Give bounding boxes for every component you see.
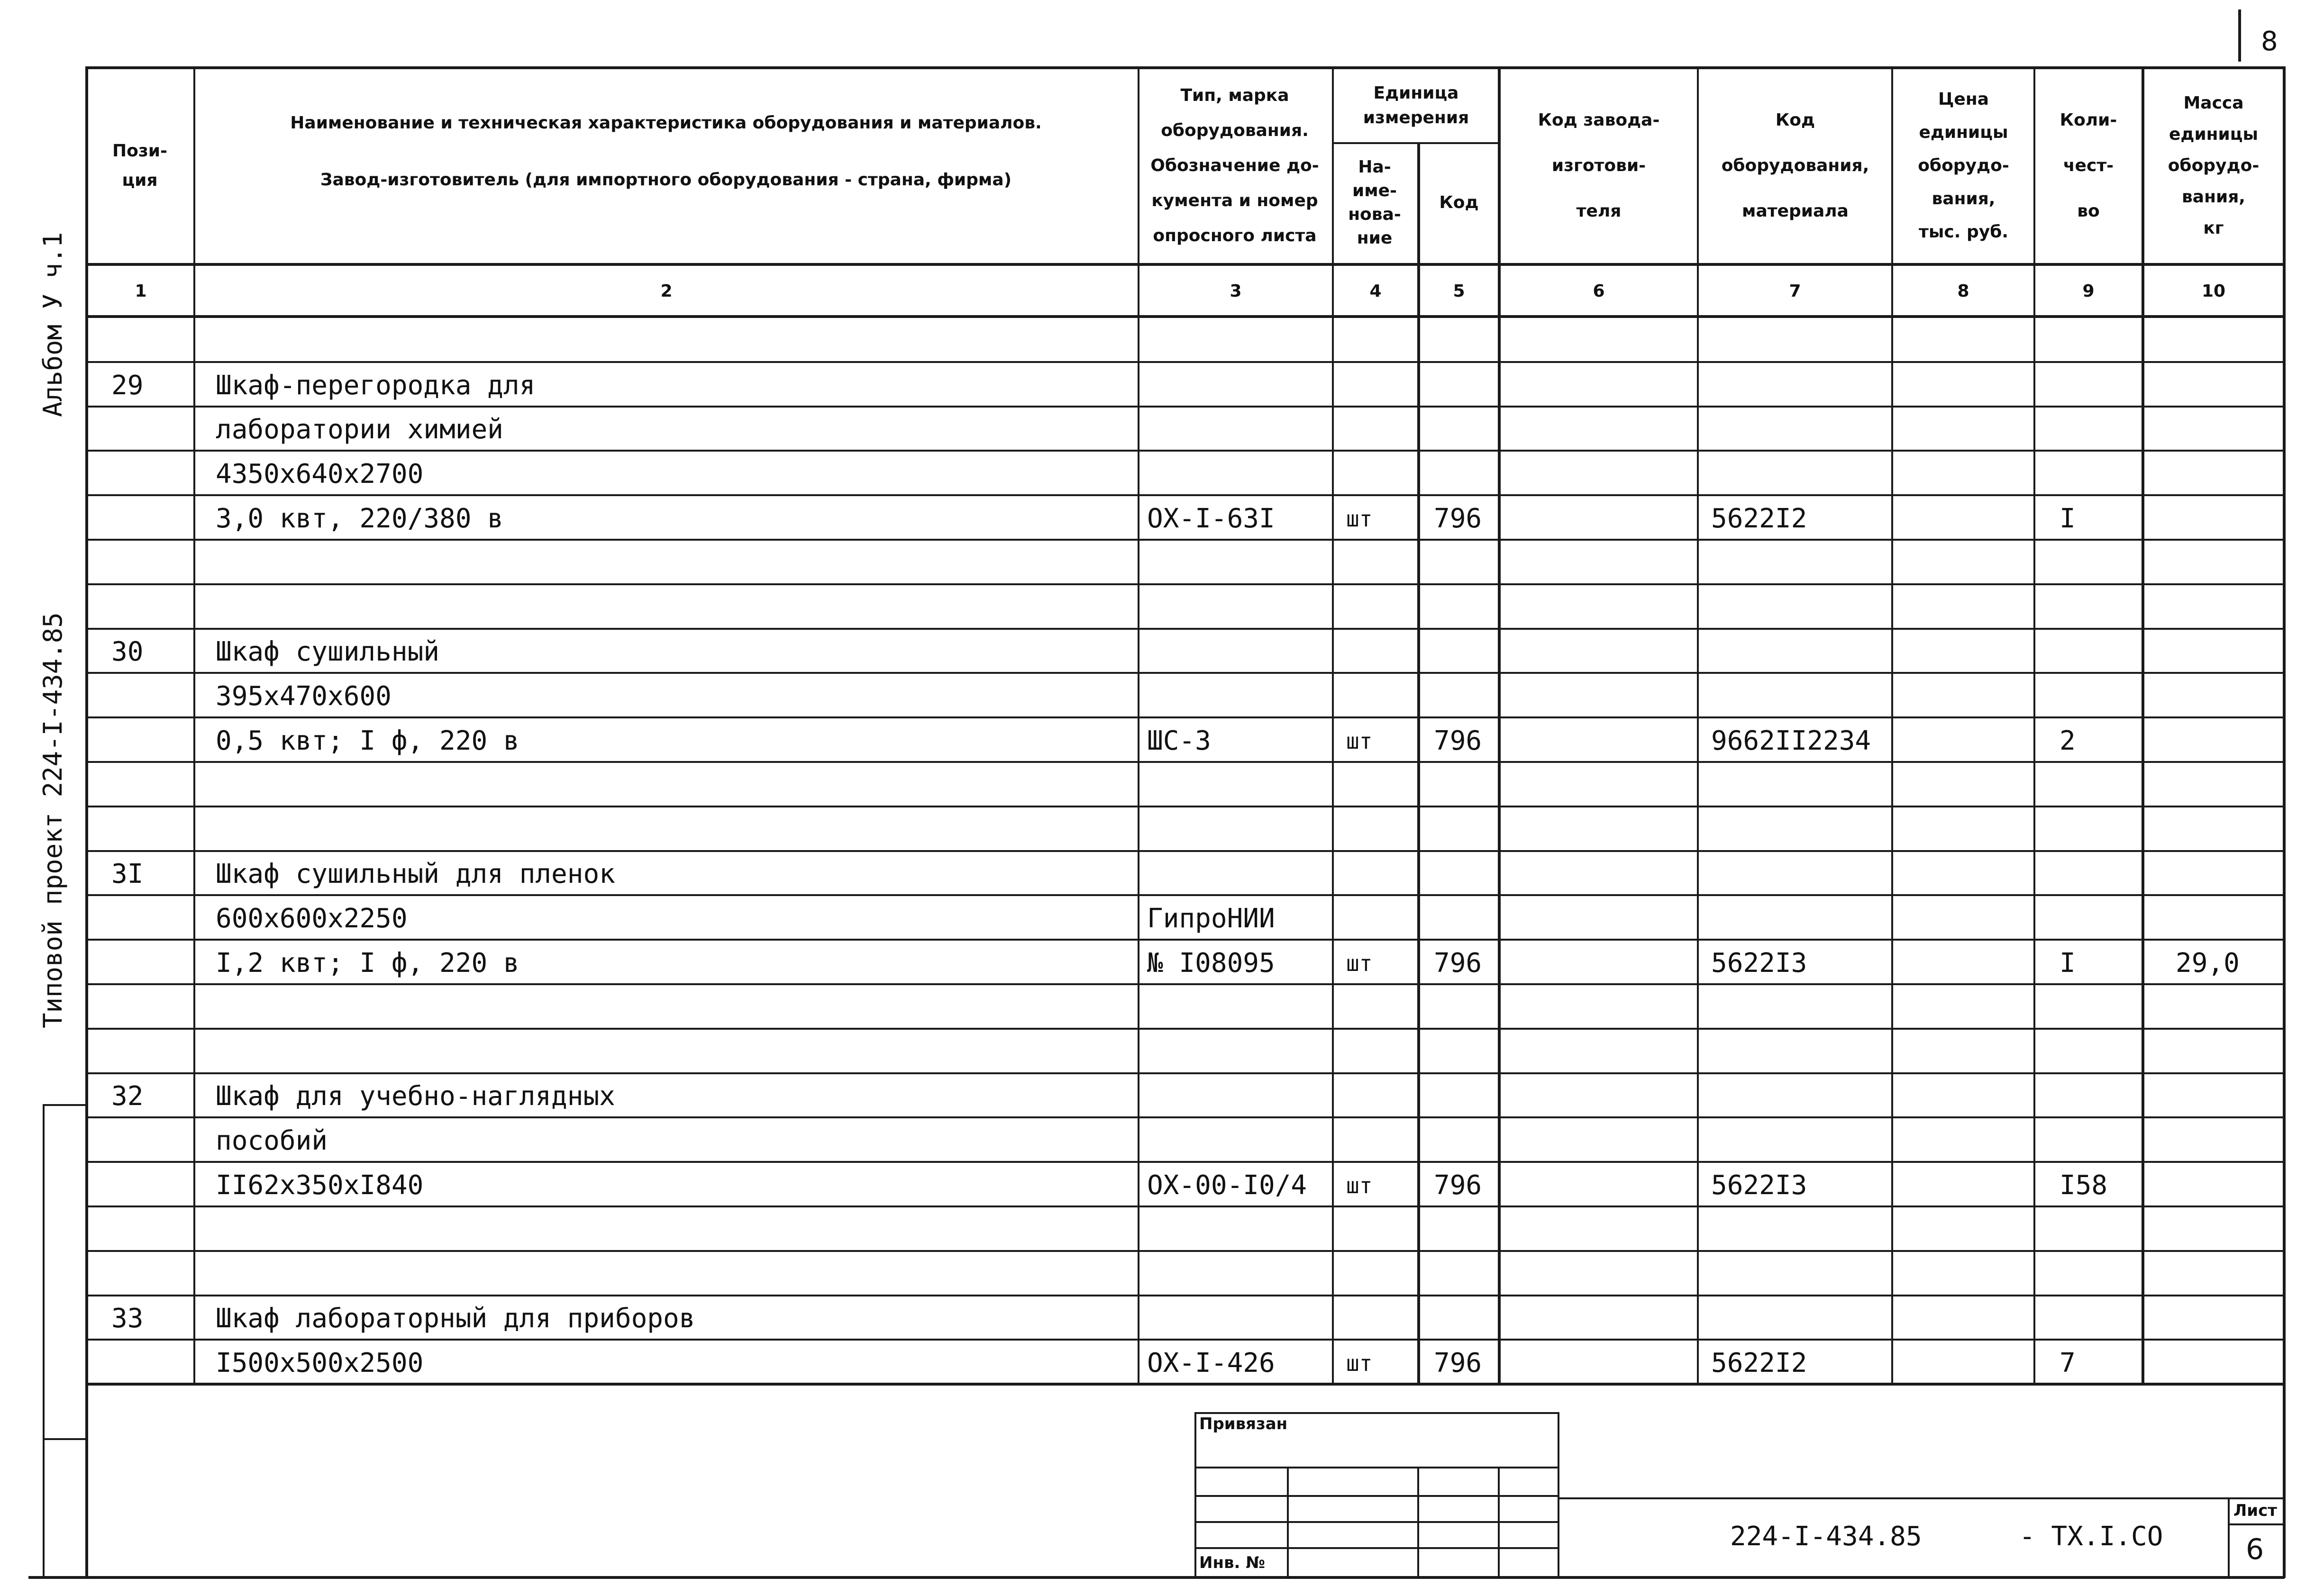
cell-unit: шт <box>1346 1350 1373 1376</box>
sheet-box-divider <box>2228 1523 2285 1525</box>
header-name-line2: Завод-изготовитель (для импортного оборудования - страна, фирма) <box>320 170 1012 190</box>
colnum-6: 6 <box>1593 281 1605 301</box>
row-divider <box>85 361 2285 363</box>
cell-name: лаборатории химией <box>216 414 503 445</box>
colnum-7: 7 <box>1789 281 1801 301</box>
stamp-row-3 <box>1194 1521 1559 1523</box>
cell-equipment-code: 9662II2234 <box>1711 725 1871 756</box>
header-price: Цена единицы оборудо- вания, тыс. руб. <box>1918 90 2009 242</box>
cell-name: I,2 квт; I ф, 220 в <box>216 948 519 979</box>
sheet-box-left <box>2228 1497 2230 1578</box>
cell-name: Шкаф сушильный для пленок <box>216 859 615 889</box>
cell-name: Шкаф сушильный <box>216 636 440 667</box>
row-divider <box>85 1250 2285 1252</box>
cell-quantity: I <box>2060 503 2076 534</box>
cell-name: I500x500x2500 <box>216 1348 424 1378</box>
unit-group-divider <box>1332 142 1500 144</box>
colnum-1: 1 <box>135 281 147 301</box>
header-name-line1: Наименование и техническая характеристика оборудования и материалов. <box>290 113 1042 133</box>
cell-quantity: 7 <box>2060 1348 2076 1378</box>
cell-name: Шкаф-перегородка для <box>216 370 536 401</box>
header-unit-code: Код <box>1439 192 1479 212</box>
colnum-3: 3 <box>1230 281 1242 301</box>
cell-quantity: I <box>2060 948 2076 979</box>
header-unit-group: Единица измерения <box>1363 83 1469 127</box>
stamp-row-1 <box>1194 1467 1559 1468</box>
cell-type: № I08095 <box>1147 948 1275 979</box>
row-divider <box>85 806 2285 807</box>
row-divider <box>85 406 2285 408</box>
doc-suffix: - ТХ.I.СО <box>2019 1521 2163 1552</box>
colnum-5: 5 <box>1453 281 1465 301</box>
cell-position: 33 <box>111 1303 144 1334</box>
row-divider <box>85 539 2285 541</box>
col-line-3 <box>1332 66 1334 1384</box>
cell-unit-code: 796 <box>1434 503 1482 534</box>
margin-tick-1 <box>43 1104 88 1106</box>
cell-unit: шт <box>1346 1173 1373 1198</box>
table-right-border <box>2283 66 2286 1578</box>
row-divider <box>85 1116 2285 1118</box>
cell-type: ОХ-I-63I <box>1147 503 1275 534</box>
cell-unit: шт <box>1346 728 1373 754</box>
cell-position: 3I <box>111 859 144 889</box>
cell-position: 32 <box>111 1081 144 1112</box>
stamp-bound-label: Привязан <box>1199 1414 1288 1433</box>
cell-equipment-code: 5622I3 <box>1711 1170 1807 1201</box>
row-divider <box>85 672 2285 674</box>
cell-type: ГипроНИИ <box>1147 903 1275 934</box>
row-divider <box>85 716 2285 718</box>
row-divider <box>85 1161 2285 1163</box>
left-margin-line-a <box>43 1104 45 1578</box>
row-divider <box>85 1205 2285 1207</box>
row-divider <box>85 1028 2285 1030</box>
stamp-inv-label: Инв. № <box>1199 1553 1266 1572</box>
cell-name: 0,5 квт; I ф, 220 в <box>216 725 519 756</box>
cell-equipment-code: 5622I2 <box>1711 503 1807 534</box>
cell-unit-code: 796 <box>1434 1170 1482 1201</box>
col-line-5 <box>1498 66 1501 1384</box>
side-album-label: Альбом У ч.1 <box>38 232 68 417</box>
row-divider <box>85 1072 2285 1074</box>
cell-name: II62x350xI840 <box>216 1170 424 1201</box>
cell-unit-code: 796 <box>1434 948 1482 979</box>
col-line-6 <box>1697 66 1699 1384</box>
header-equipment-code: Код оборудования, материала <box>1721 110 1869 221</box>
cell-name: Шкаф для учебно-наглядных <box>216 1081 615 1112</box>
stamp-col-3 <box>1498 1467 1500 1578</box>
cell-quantity: 2 <box>2060 725 2076 756</box>
colnum-8: 8 <box>1957 281 1969 301</box>
header-quantity: Коли- чест- во <box>2060 110 2117 221</box>
cell-name: пособий <box>216 1125 328 1156</box>
side-project-label: Типовой проект 224-I-434.85 <box>38 612 68 1028</box>
sheet-value: 6 <box>2246 1533 2264 1566</box>
cell-position: 30 <box>111 636 144 667</box>
title-block-top <box>1558 1497 2285 1499</box>
sheet-number-divider <box>2238 9 2241 62</box>
cell-name: 3,0 квт, 220/380 в <box>216 503 503 534</box>
doc-code: 224-I-434.85 <box>1730 1521 1922 1552</box>
row-divider <box>85 1339 2285 1341</box>
table-top-border <box>85 66 2285 69</box>
cell-unit: шт <box>1346 506 1373 532</box>
colnum-2: 2 <box>660 281 673 301</box>
col-line-1 <box>193 66 195 1384</box>
row-divider <box>85 450 2285 452</box>
cell-name: 4350x640x2700 <box>216 459 424 489</box>
row-divider <box>85 939 2285 941</box>
cell-type: ОХ-I-426 <box>1147 1348 1275 1378</box>
stamp-col-1 <box>1287 1467 1289 1578</box>
col-line-4 <box>1417 142 1420 1384</box>
cell-unit-code: 796 <box>1434 725 1482 756</box>
sheet-number: 8 <box>2261 26 2278 57</box>
header-unit-name: На- име- нова- ние <box>1348 157 1401 248</box>
cell-unit: шт <box>1346 951 1373 976</box>
sheet-label: Лист <box>2233 1501 2277 1520</box>
col-line-8 <box>2033 66 2035 1384</box>
cell-name: Шкаф лабораторный для приборов <box>216 1303 695 1334</box>
stamp-row-4 <box>1194 1547 1559 1549</box>
cell-equipment-code: 5622I2 <box>1711 1348 1807 1378</box>
row-divider <box>85 1295 2285 1296</box>
stamp-row-2 <box>1194 1495 1559 1497</box>
row-divider <box>85 850 2285 852</box>
row-divider <box>85 894 2285 896</box>
row-divider <box>85 628 2285 630</box>
colnum-9: 9 <box>2082 281 2095 301</box>
header-maker-code: Код завода- изготови- теля <box>1538 110 1660 221</box>
colnum-10: 10 <box>2201 281 2226 301</box>
row-divider <box>85 494 2285 496</box>
table-bottom-border <box>85 1383 2285 1386</box>
cell-position: 29 <box>111 370 144 401</box>
row-divider <box>85 583 2285 585</box>
colnum-4: 4 <box>1369 281 1382 301</box>
header-mass: Масса единицы оборудо- вания, кг <box>2168 93 2260 238</box>
stamp-top <box>1194 1412 1559 1414</box>
cell-type: ШС-3 <box>1147 725 1211 756</box>
header-position: Пози- ция <box>112 141 167 190</box>
stamp-col-2 <box>1417 1467 1419 1578</box>
page-bottom-border <box>28 1576 2285 1579</box>
cell-type: ОХ-00-I0/4 <box>1147 1170 1307 1201</box>
col-line-2 <box>1138 66 1139 1384</box>
cell-mass: 29,0 <box>2176 948 2240 979</box>
col-line-9 <box>2142 66 2144 1384</box>
cell-equipment-code: 5622I3 <box>1711 948 1807 979</box>
margin-tick-2 <box>43 1438 88 1440</box>
cell-unit-code: 796 <box>1434 1348 1482 1378</box>
header-type: Тип, марка оборудования. Обозначение до- кумента и номер опросного листа <box>1150 86 1319 245</box>
cell-quantity: I58 <box>2060 1170 2108 1201</box>
col-line-7 <box>1891 66 1893 1384</box>
row-divider <box>85 761 2285 763</box>
cell-name: 395x470x600 <box>216 681 392 712</box>
row-divider <box>85 983 2285 985</box>
cell-name: 600x600x2250 <box>216 903 408 934</box>
